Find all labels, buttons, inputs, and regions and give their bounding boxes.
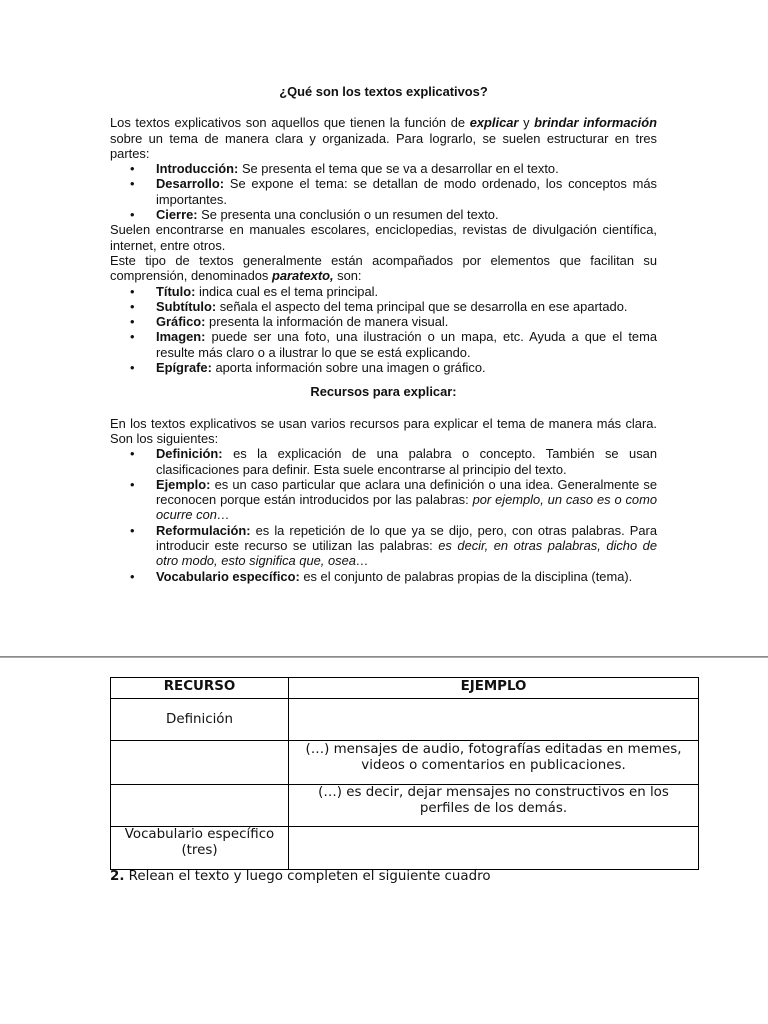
list-item: • Introducción: Se presenta el tema que se va a desarrollar en el texto. [130,161,559,177]
list-item: • Imagen: puede ser una foto, una ilustración o un mapa, etc. Ayuda a que el tema resulte más claro o a ilustrar lo que se está explicando. [130,329,657,360]
list-item: • Cierre: Se presenta una conclusión o un resumen del texto. [130,207,499,223]
list-item: • Desarrollo: Se expone el tema: se detallan de modo ordenado, los conceptos más importantes. [130,176,657,207]
table-row [111,741,699,785]
list-item: • Definición: es la explicación de una palabra o concepto. También se usan clasificaciones para definir. Esta suele encontrarse al principio del texto. [130,446,657,477]
bullet-icon: • [130,283,135,299]
resources-intro: En los textos explicativos se usan varios recursos para explicar el tema de manera más clara. Son los siguientes: [110,415,657,446]
bullet-icon: • [130,568,135,584]
list-item: • Reformulación: es la repetición de lo que ya se dijo, pero, con otras palabras. Para introducir este recurso se utilizan las palabras: es decir, en otras palabras, dicho de otro modo, esto significa que, osea… [130,522,657,569]
table-row [111,827,699,870]
bullet-icon: • [130,207,135,223]
resources-table [110,677,699,870]
instruction-number: 2. [110,869,125,884]
bullet-icon: • [130,360,135,376]
page-divider [0,656,768,658]
list-item: • Vocabulario específico: es el conjunto de palabras propias de la disciplina (tema). [130,568,633,584]
list-item: • Título: indica cual es el tema principal. [130,283,379,299]
bullet-icon: • [130,522,135,538]
parts-list [110,161,657,222]
context-paragraph: Suelen encontrarse en manuales escolares, enciclopedias, revistas de divulgación científica, internet, entre otros. [110,222,657,253]
table-cell[interactable]: (…) mensajes de audio, fotografías editadas en memes, videos o comentarios en publicaciones. [289,741,699,785]
instruction-text: 2. Relean el texto y luego completen el siguiente cuadro [110,869,491,884]
table-cell[interactable]: Definición [111,699,289,741]
bullet-icon: • [130,176,135,192]
table-cell[interactable] [111,741,289,785]
list-item: • Subtítulo: señala el aspecto del tema principal que se desarrolla en ese apartado. [130,298,628,314]
bullet-icon: • [130,329,135,345]
section-title: ¿Qué son los textos explicativos? [279,84,488,99]
header-recurso: RECURSO [111,678,289,699]
table-cell[interactable]: Vocabulario específico (tres) [111,827,289,870]
paratexto-paragraph: Este tipo de textos generalmente están acompañados por elementos que facilitan su comprensión, denominados paratexto, son: [110,252,657,284]
reading-section [110,84,657,584]
bullet-icon: • [130,476,135,492]
table-row [111,785,699,827]
table-row [111,699,699,741]
paratexto-list [110,284,657,376]
table-cell[interactable] [111,785,289,827]
list-item: • Ejemplo: es un caso particular que aclara una definición o una idea. Generalmente se reconocen porque están introducidos por las palabras: por ejemplo, un caso es o como ocurre con… [130,476,657,523]
bullet-icon: • [130,314,135,330]
table-cell[interactable] [289,699,699,741]
bullet-icon: • [130,446,135,462]
intro-paragraph: Los textos explicativos son aquellos que tienen la función de explicar y brindar información sobre un tema de manera clara y organizada. Para lograrlo, se suelen estructurar en tres partes: [110,115,657,161]
bullet-icon: • [130,298,135,314]
table-cell[interactable] [289,827,699,870]
header-ejemplo: EJEMPLO [289,678,699,699]
resources-list [110,446,657,584]
list-item: • Gráfico: presenta la información de manera visual. [130,314,449,330]
table-header-row [111,678,699,699]
list-item: • Epígrafe: aporta información sobre una imagen o gráfico. [130,360,486,376]
bullet-icon: • [130,161,135,177]
table-cell[interactable]: (…) es decir, dejar mensajes no constructivos en los perfiles de los demás. [289,785,699,827]
resources-title: Recursos para explicar: [310,384,457,400]
